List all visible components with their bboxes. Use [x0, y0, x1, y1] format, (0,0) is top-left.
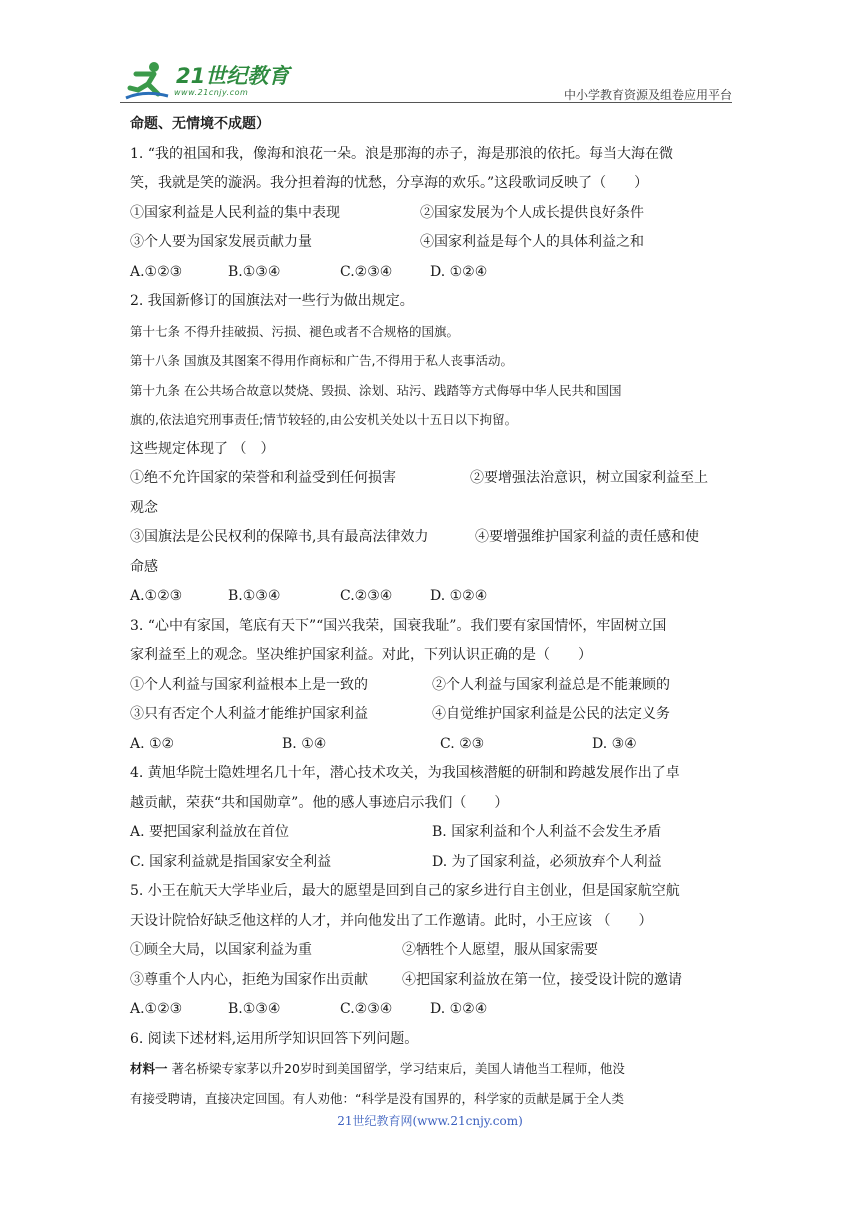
page-footer: 21世纪教育网(www.21cnjy.com): [337, 1114, 523, 1128]
q5-stem-1: 5. 小王在航天大学毕业后，最大的愿望是回到自己的家乡进行自主创业，但是国家航空航: [130, 883, 680, 899]
header-divider: [120, 102, 732, 103]
q1-stem-2: 笑，我就是笑的漩涡。我分担着海的忧愁，分享海的欢乐。”这段歌词反映了（ ）: [130, 175, 649, 191]
q1-choice-b: B.①③④: [228, 263, 281, 280]
q3-option-3: ③只有否定个人利益才能维护国家利益: [130, 706, 368, 722]
q2-option-2: ②要增强法治意识，树立国家利益至上: [470, 470, 708, 486]
q2-choice-c: C.②③④: [340, 588, 393, 604]
q5-options-row-1: [130, 936, 730, 966]
q3-option-2: ②个人利益与国家利益总是不能兼顾的: [432, 676, 670, 693]
q4-choice-c: C. 国家利益就是指国家安全利益: [130, 853, 332, 870]
q2-choices: [130, 582, 730, 612]
q6-material-text-2: 有接受聘请，直接决定回国。有人劝他：“科学是没有国界的，科学家的贡献是属于全人类: [130, 1090, 624, 1106]
q5-choice-b: B.①③④: [228, 1001, 281, 1017]
q5-option-4: ④把国家利益放在第一位，接受设计院的邀请: [402, 971, 682, 988]
logo: [124, 60, 324, 100]
page-header: [120, 58, 732, 102]
q2-article-17: 第十七条 不得升挂破损、污损、褪色或者不合规格的国旗。: [130, 323, 459, 339]
q2-article-19-2: 旗的,依法追究刑事责任;情节较轻的,由公安机关处以十五日以下拘留。: [130, 412, 518, 427]
q1-choice-a: A.①②③: [130, 263, 183, 280]
q5-option-3: ③尊重个人内心，拒绝为国家作出贡献: [130, 971, 368, 988]
intro-text: 命题、无情境不成题）: [130, 116, 270, 132]
q1-options-row-1: [130, 199, 730, 229]
q3-choice-d: D. ③④: [592, 735, 637, 752]
q1-choices: [130, 258, 730, 288]
q3-choices: [130, 730, 730, 760]
q3-choice-b: B. ①④: [282, 735, 327, 752]
logo-text: 21世纪教育: [176, 64, 290, 88]
q2-option-3: ③国旗法是公民权利的保障书,具有最高法律效力: [130, 529, 429, 545]
q6-material-1: [130, 1054, 730, 1084]
q4-choice-d: D. 为了国家利益，必须放弃个人利益: [432, 853, 662, 870]
q1-option-2: ②国家发展为个人成长提供良好条件: [420, 204, 644, 221]
q3-options-row-1: [130, 671, 730, 701]
q4-stem-1: 4. 黄旭华院士隐姓埋名几十年，潜心技术攻关，为我国核潜艇的研制和跨越发展作出了卓: [130, 765, 680, 781]
document-body: [130, 110, 730, 1113]
q2-option-1: ①绝不允许国家的荣誉和利益受到任何损害: [130, 470, 396, 486]
q2-choice-b: B.①③④: [228, 588, 281, 604]
q3-options-row-2: [130, 700, 730, 730]
q6-material-label: 材料一: [130, 1061, 168, 1076]
q3-stem-2: 家利益至上的观念。坚决维护国家利益。对此，下列认识正确的是（ ）: [130, 647, 592, 663]
q3-option-1: ①个人利益与国家利益根本上是一致的: [130, 676, 368, 693]
q1-choice-d: D. ①②④: [430, 263, 488, 280]
q1-choice-c: C.②③④: [340, 263, 393, 280]
q2-choice-a: A.①②③: [130, 588, 183, 604]
q6-material-text-1: 著名桥梁专家茅以升20岁时到美国留学，学习结束后，美国人请他当工程师，他没: [167, 1061, 625, 1076]
q2-option-4-cont: 命感: [130, 558, 158, 575]
q4-choice-a: A. 要把国家利益放在首位: [130, 824, 290, 840]
q6-stem: 6. 阅读下述材料,运用所学知识回答下列问题。: [130, 1030, 419, 1047]
q2-choice-d: D. ①②④: [430, 588, 488, 604]
q4-choice-b: B. 国家利益和个人利益不会发生矛盾: [432, 824, 662, 840]
q5-choices: [130, 995, 730, 1025]
q5-choice-c: C.②③④: [340, 1001, 393, 1017]
platform-name: 中小学教育资源及组卷应用平台: [563, 88, 732, 102]
q2-options-row-2: [130, 523, 730, 553]
q2-option-2-cont: 观念: [130, 499, 158, 516]
q1-option-1: ①国家利益是人民利益的集中表现: [130, 204, 340, 221]
q5-option-2: ②牺牲个人愿望，服从国家需要: [402, 942, 598, 958]
q1-stem-1: 1. “我的祖国和我，像海和浪花一朵。浪是那海的赤子，海是那浪的依托。每当大海在微: [130, 145, 673, 162]
q4-choices-row-2: [130, 848, 730, 878]
runner-logo-icon: [124, 60, 170, 100]
q4-stem-2: 越贡献，荣获“共和国勋章”。他的感人事迹启示我们（ ）: [130, 794, 509, 811]
q1-option-3: ③个人要为国家发展贡献力量: [130, 234, 312, 250]
q3-choice-a: A. ①②: [130, 735, 175, 752]
q5-choice-d: D. ①②④: [430, 1001, 488, 1017]
q5-options-row-2: [130, 966, 730, 996]
q2-question: 这些规定体现了 （ ）: [130, 440, 275, 457]
q5-choice-a: A.①②③: [130, 1001, 183, 1017]
q5-option-1: ①顾全大局，以国家利益为重: [130, 942, 312, 958]
q4-choices-row-1: [130, 818, 730, 848]
q3-choice-c: C. ②③: [440, 735, 485, 752]
q1-option-4: ④国家利益是每个人的具体利益之和: [420, 234, 644, 250]
q3-option-4: ④自觉维护国家利益是公民的法定义务: [432, 706, 670, 722]
q2-options-row-1: [130, 464, 730, 494]
q2-option-4: ④要增强维护国家利益的责任感和使: [475, 529, 699, 545]
q2-article-18: 第十八条 国旗及其图案不得用作商标和广告,不得用于私人丧事活动。: [130, 353, 513, 368]
q2-stem: 2. 我国新修订的国旗法对一些行为做出规定。: [130, 293, 414, 309]
logo-url: www.21cnjy.com: [174, 88, 249, 97]
q5-stem-2: 天设计院恰好缺乏他这样的人才，并向他发出了工作邀请。此时，小王应该 （ ）: [130, 912, 653, 929]
q3-stem-1: 3. “心中有家国，笔底有天下”“国兴我荣，国衰我耻”。我们要有家国情怀，牢固树立国: [130, 617, 667, 634]
q1-options-row-2: [130, 228, 730, 258]
q2-article-19-1: 第十九条 在公共场合故意以焚烧、毁损、涂划、玷污、践踏等方式侮辱中华人民共和国国: [130, 382, 622, 398]
